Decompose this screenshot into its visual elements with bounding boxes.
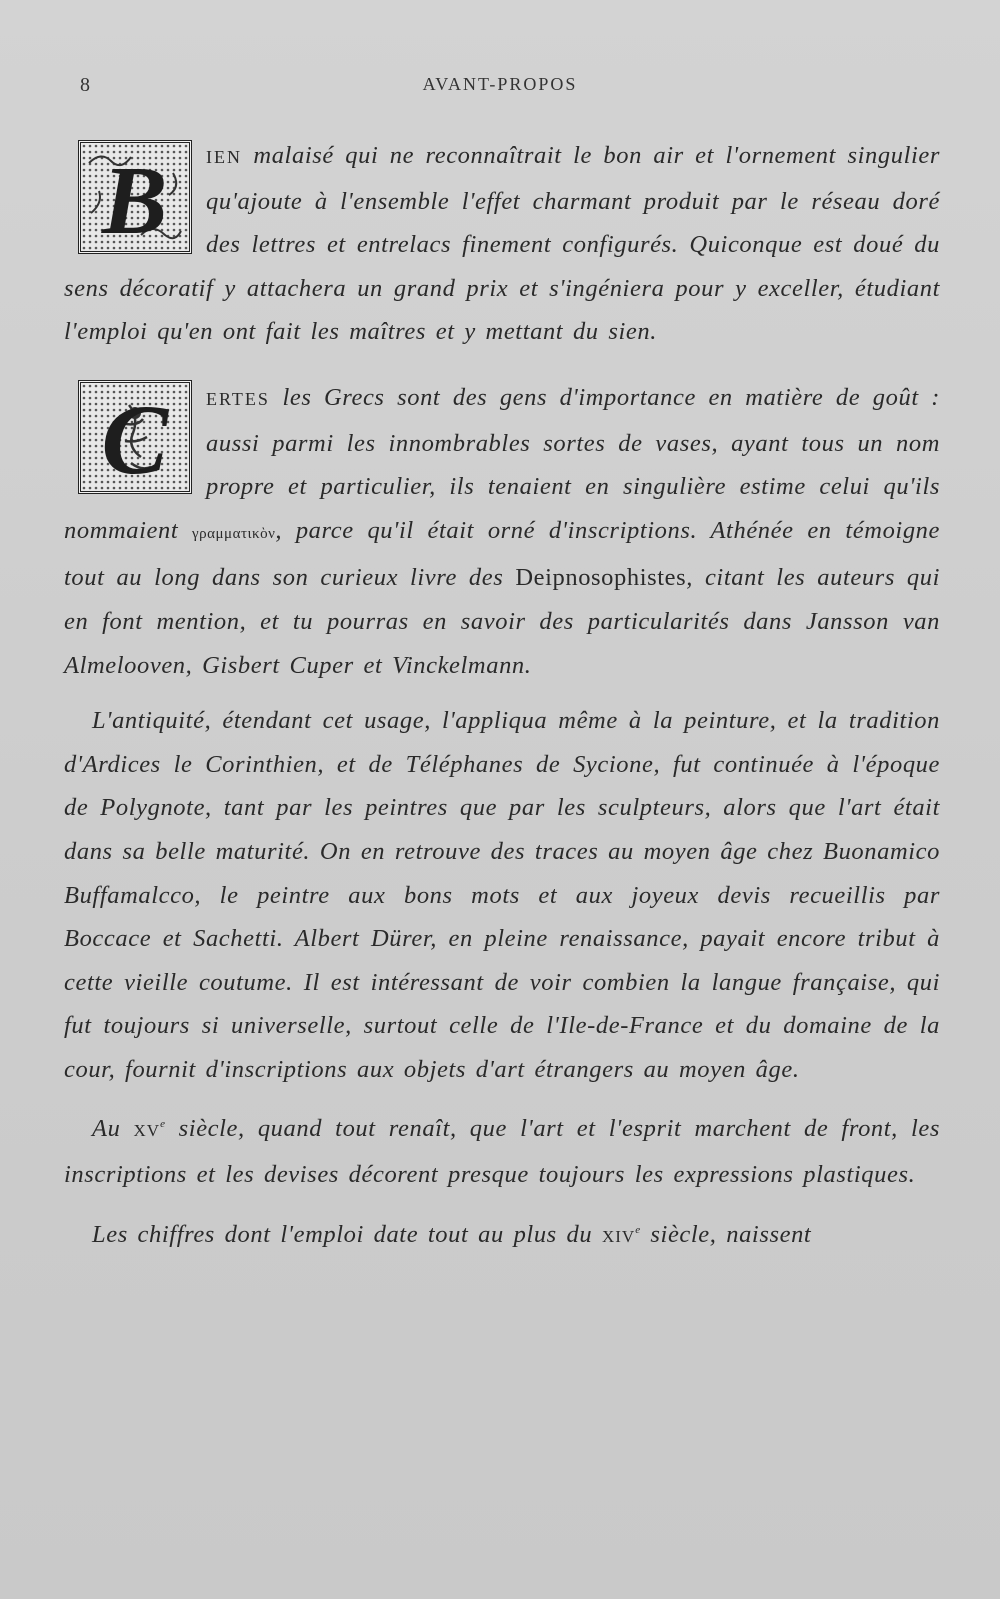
- svg-text:C: C: [101, 383, 169, 491]
- paragraph-5-text-a: Les chiffres dont l'emploi date tout au plus du: [92, 1220, 602, 1248]
- paragraph-2: [64, 376, 940, 687]
- paragraph-4-text-b: siècle, quand tout renaît, que l'art et l'esprit marchent de front, les inscriptions et les devises décorent presque toujours les expressions plastiques.: [64, 1115, 941, 1189]
- century-superscript: e: [160, 1118, 166, 1131]
- book-title: Deipnosophistes: [515, 564, 687, 592]
- running-title: AVANT-PROPOS: [422, 74, 578, 94]
- century-numeral: XV: [133, 1121, 161, 1141]
- paragraph-4-text-a: Au: [92, 1115, 134, 1143]
- paragraph-1-text: malaisé qui ne reconnaîtrait le bon air et l'ornement singulier qu'ajoute à l'ensemble l'effet charmant produit par le réseau doré des lettres et entrelacs finement configurés. Quiconque est doué du sens décoratif y attachera un grand prix et s'ingéniera pour y exceller, étudiant l'emploi qu'en ont fait les maîtres et y mettant du sien.: [64, 142, 940, 346]
- small-caps-lead: IEN: [206, 147, 242, 167]
- paragraph-5-text-b: siècle, naissent: [640, 1220, 812, 1248]
- paragraph-2-text-b: , parce qu'il était orné d'inscriptions. Athénée en témoigne tout au long dans son curieux livre des: [64, 516, 941, 592]
- century-numeral: XIV: [601, 1226, 636, 1246]
- ornamental-initial-c-image: [81, 383, 189, 491]
- small-caps-lead: ERTES: [206, 388, 270, 409]
- ornamental-initial-b: [78, 140, 192, 254]
- body-text: [64, 134, 940, 1271]
- page-header: [80, 74, 920, 104]
- paragraph-2-text-c: , citant les auteurs qui en font mention, et tu pourras en savoir des particularités dans Jansson van Almelooven, Gisbert Cuper et Vinckelmann.: [64, 564, 940, 679]
- ornamental-initial-c: [78, 380, 192, 494]
- page-number: 8: [80, 74, 90, 96]
- paragraph-4: [64, 1103, 940, 1196]
- paragraph-3: [64, 699, 940, 1091]
- paragraph-3-text: L'antiquité, étendant cet usage, l'appliqua même à la peinture, et la tradition d'Ardices le Corinthien, et de Téléphanes de Sycione, fut continuée à l'époque de Polygnote, tant par les peintres que par les sculpteurs, alors que l'art était dans sa belle maturité. On en retrouve des traces au moyen âge chez Buonamico Buffamalcco, le peintre aux bons mots et aux joyeux devis recueillis par Boccace et Sachetti. Albert Dürer, en pleine renaissance, payait encore tribut à cette vieille coutume. Il est intéressant de voir combien la langue française, qui fut toujours si universelle, surtout celle de l'Ile-de-France et du domaine de la cour, fournit d'inscriptions aux objets d'art étrangers au moyen âge.: [64, 707, 940, 1083]
- paragraph-1: [64, 134, 940, 354]
- century-superscript: e: [635, 1223, 641, 1236]
- paragraph-2-text-a: les Grecs sont des gens d'importance en matière de goût : aussi parmi les innombrables sortes de vases, ayant tous un nom propre et particulier, ils tenaient en singulière estime celui qu'ils nommaient: [64, 383, 940, 544]
- svg-text:B: B: [102, 147, 168, 251]
- greek-word: γραμματικὸν: [192, 525, 276, 542]
- paragraph-5: [64, 1209, 940, 1259]
- ornamental-initial-b-image: [81, 143, 189, 251]
